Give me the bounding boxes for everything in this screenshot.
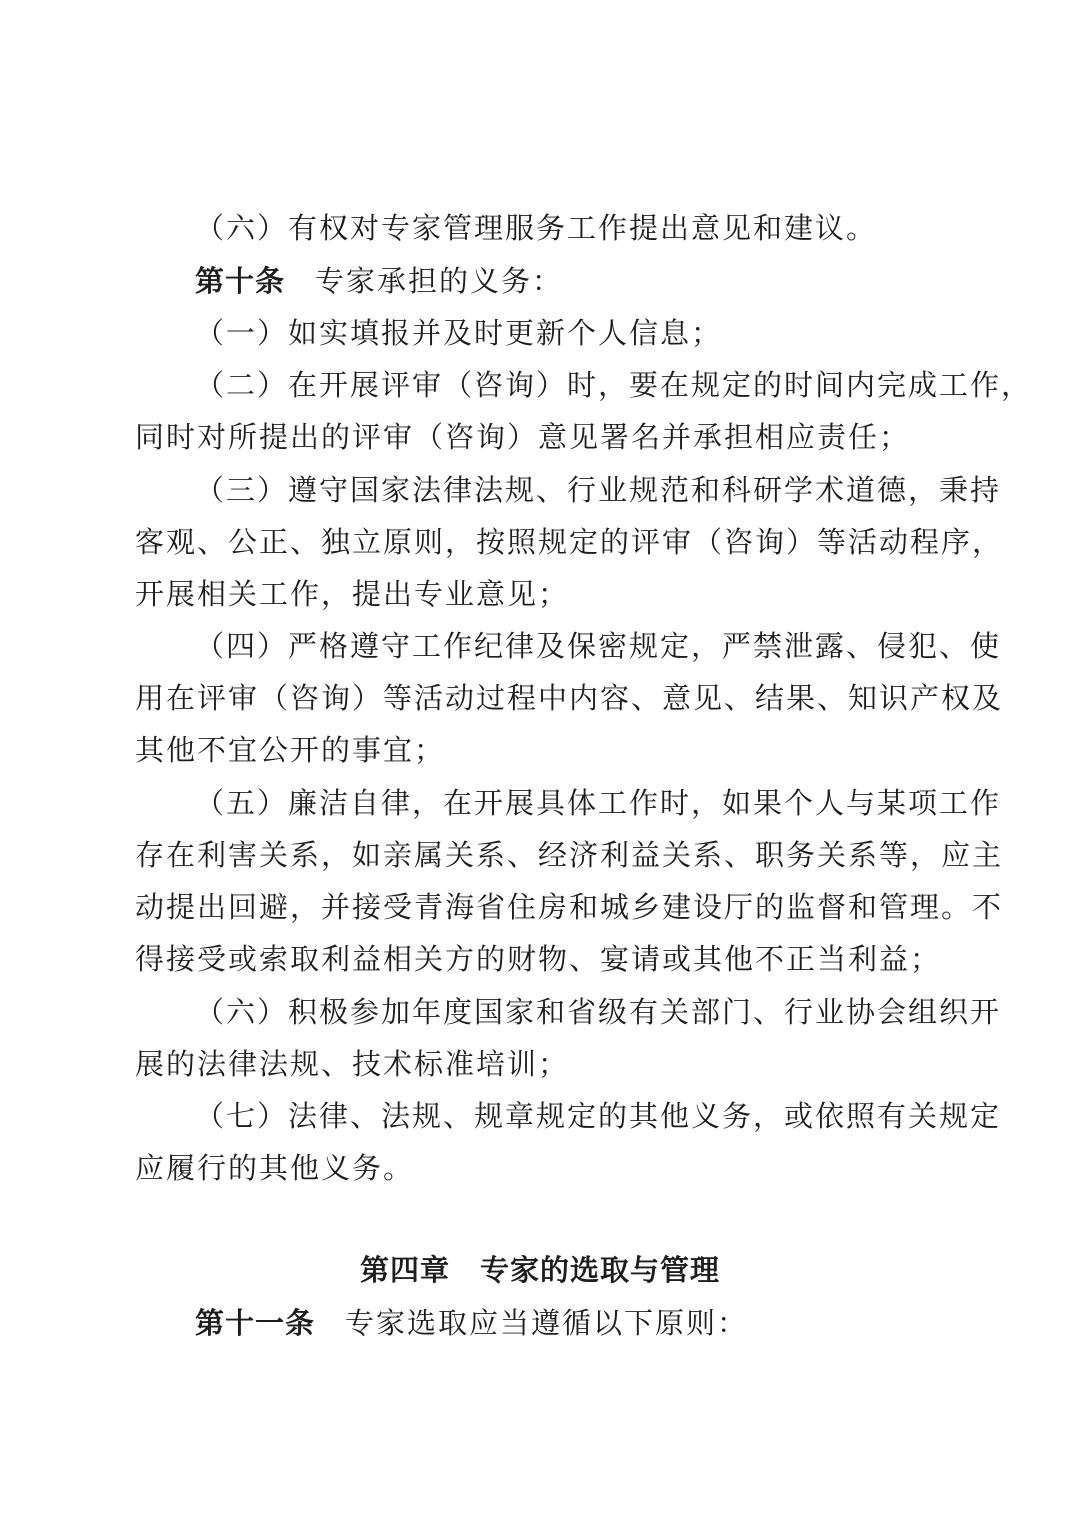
- article-10-label: 第十条: [195, 264, 286, 298]
- obligation-7-line-1: （七）法律、法规、规章规定的其他义务，或依照有关规定: [195, 1099, 1002, 1133]
- obligation-3-line-3: 开展相关工作，提出专业意见；: [135, 577, 570, 611]
- article-10-text: 专家承担的义务：: [315, 264, 564, 298]
- chapter-4-label: 第四章: [359, 1253, 450, 1287]
- obligation-3-line-2: 客观、公正、独立原则，按照规定的评审（咨询）等活动程序，: [135, 525, 1004, 559]
- chapter-4-title: 专家的选取与管理: [480, 1253, 721, 1287]
- obligation-2-line-1: （二）在开展评审（咨询）时，要在规定的时间内完成工作，: [195, 368, 1033, 402]
- obligation-4-line-1: （四）严格遵守工作纪律及保密规定，严禁泄露、侵犯、使: [195, 629, 1002, 663]
- paragraph-right-6: （六）有权对专家管理服务工作提出意见和建议。: [195, 211, 878, 245]
- obligation-5-line-1: （五）廉洁自律，在开展具体工作时，如果个人与某项工作: [195, 786, 1002, 820]
- obligation-5-line-4: 得接受或索取利益相关方的财物、宴请或其他不正当利益；: [135, 942, 942, 976]
- obligation-4-line-3: 其他不宜公开的事宜；: [135, 733, 446, 767]
- article-11-label: 第十一条: [195, 1306, 316, 1340]
- article-11-text: 专家选取应当遵循以下原则：: [345, 1306, 749, 1340]
- obligation-7-line-2: 应履行的其他义务。: [135, 1151, 415, 1185]
- article-11-heading: [195, 1305, 945, 1341]
- obligation-5-line-2: 存在利害关系，如亲属关系、经济利益关系、职务关系等，应主: [135, 838, 1004, 872]
- article-10-heading: [195, 263, 945, 299]
- obligation-3-line-1: （三）遵守国家法律法规、行业规范和科研学术道德，秉持: [195, 473, 1002, 507]
- chapter-4-heading: [0, 1252, 1080, 1288]
- obligation-6-line-2: 展的法律法规、技术标准培训；: [135, 1047, 570, 1081]
- obligation-1: （一）如实填报并及时更新个人信息；: [195, 316, 723, 350]
- obligation-2-line-2: 同时对所提出的评审（咨询）意见署名并承担相应责任；: [135, 420, 911, 454]
- obligation-4-line-2: 用在评审（咨询）等活动过程中内容、意见、结果、知识产权及: [135, 681, 1004, 715]
- obligation-6-line-1: （六）积极参加年度国家和省级有关部门、行业协会组织开: [195, 995, 1002, 1029]
- obligation-5-line-3: 动提出回避，并接受青海省住房和城乡建设厅的监督和管理。不: [135, 890, 1004, 924]
